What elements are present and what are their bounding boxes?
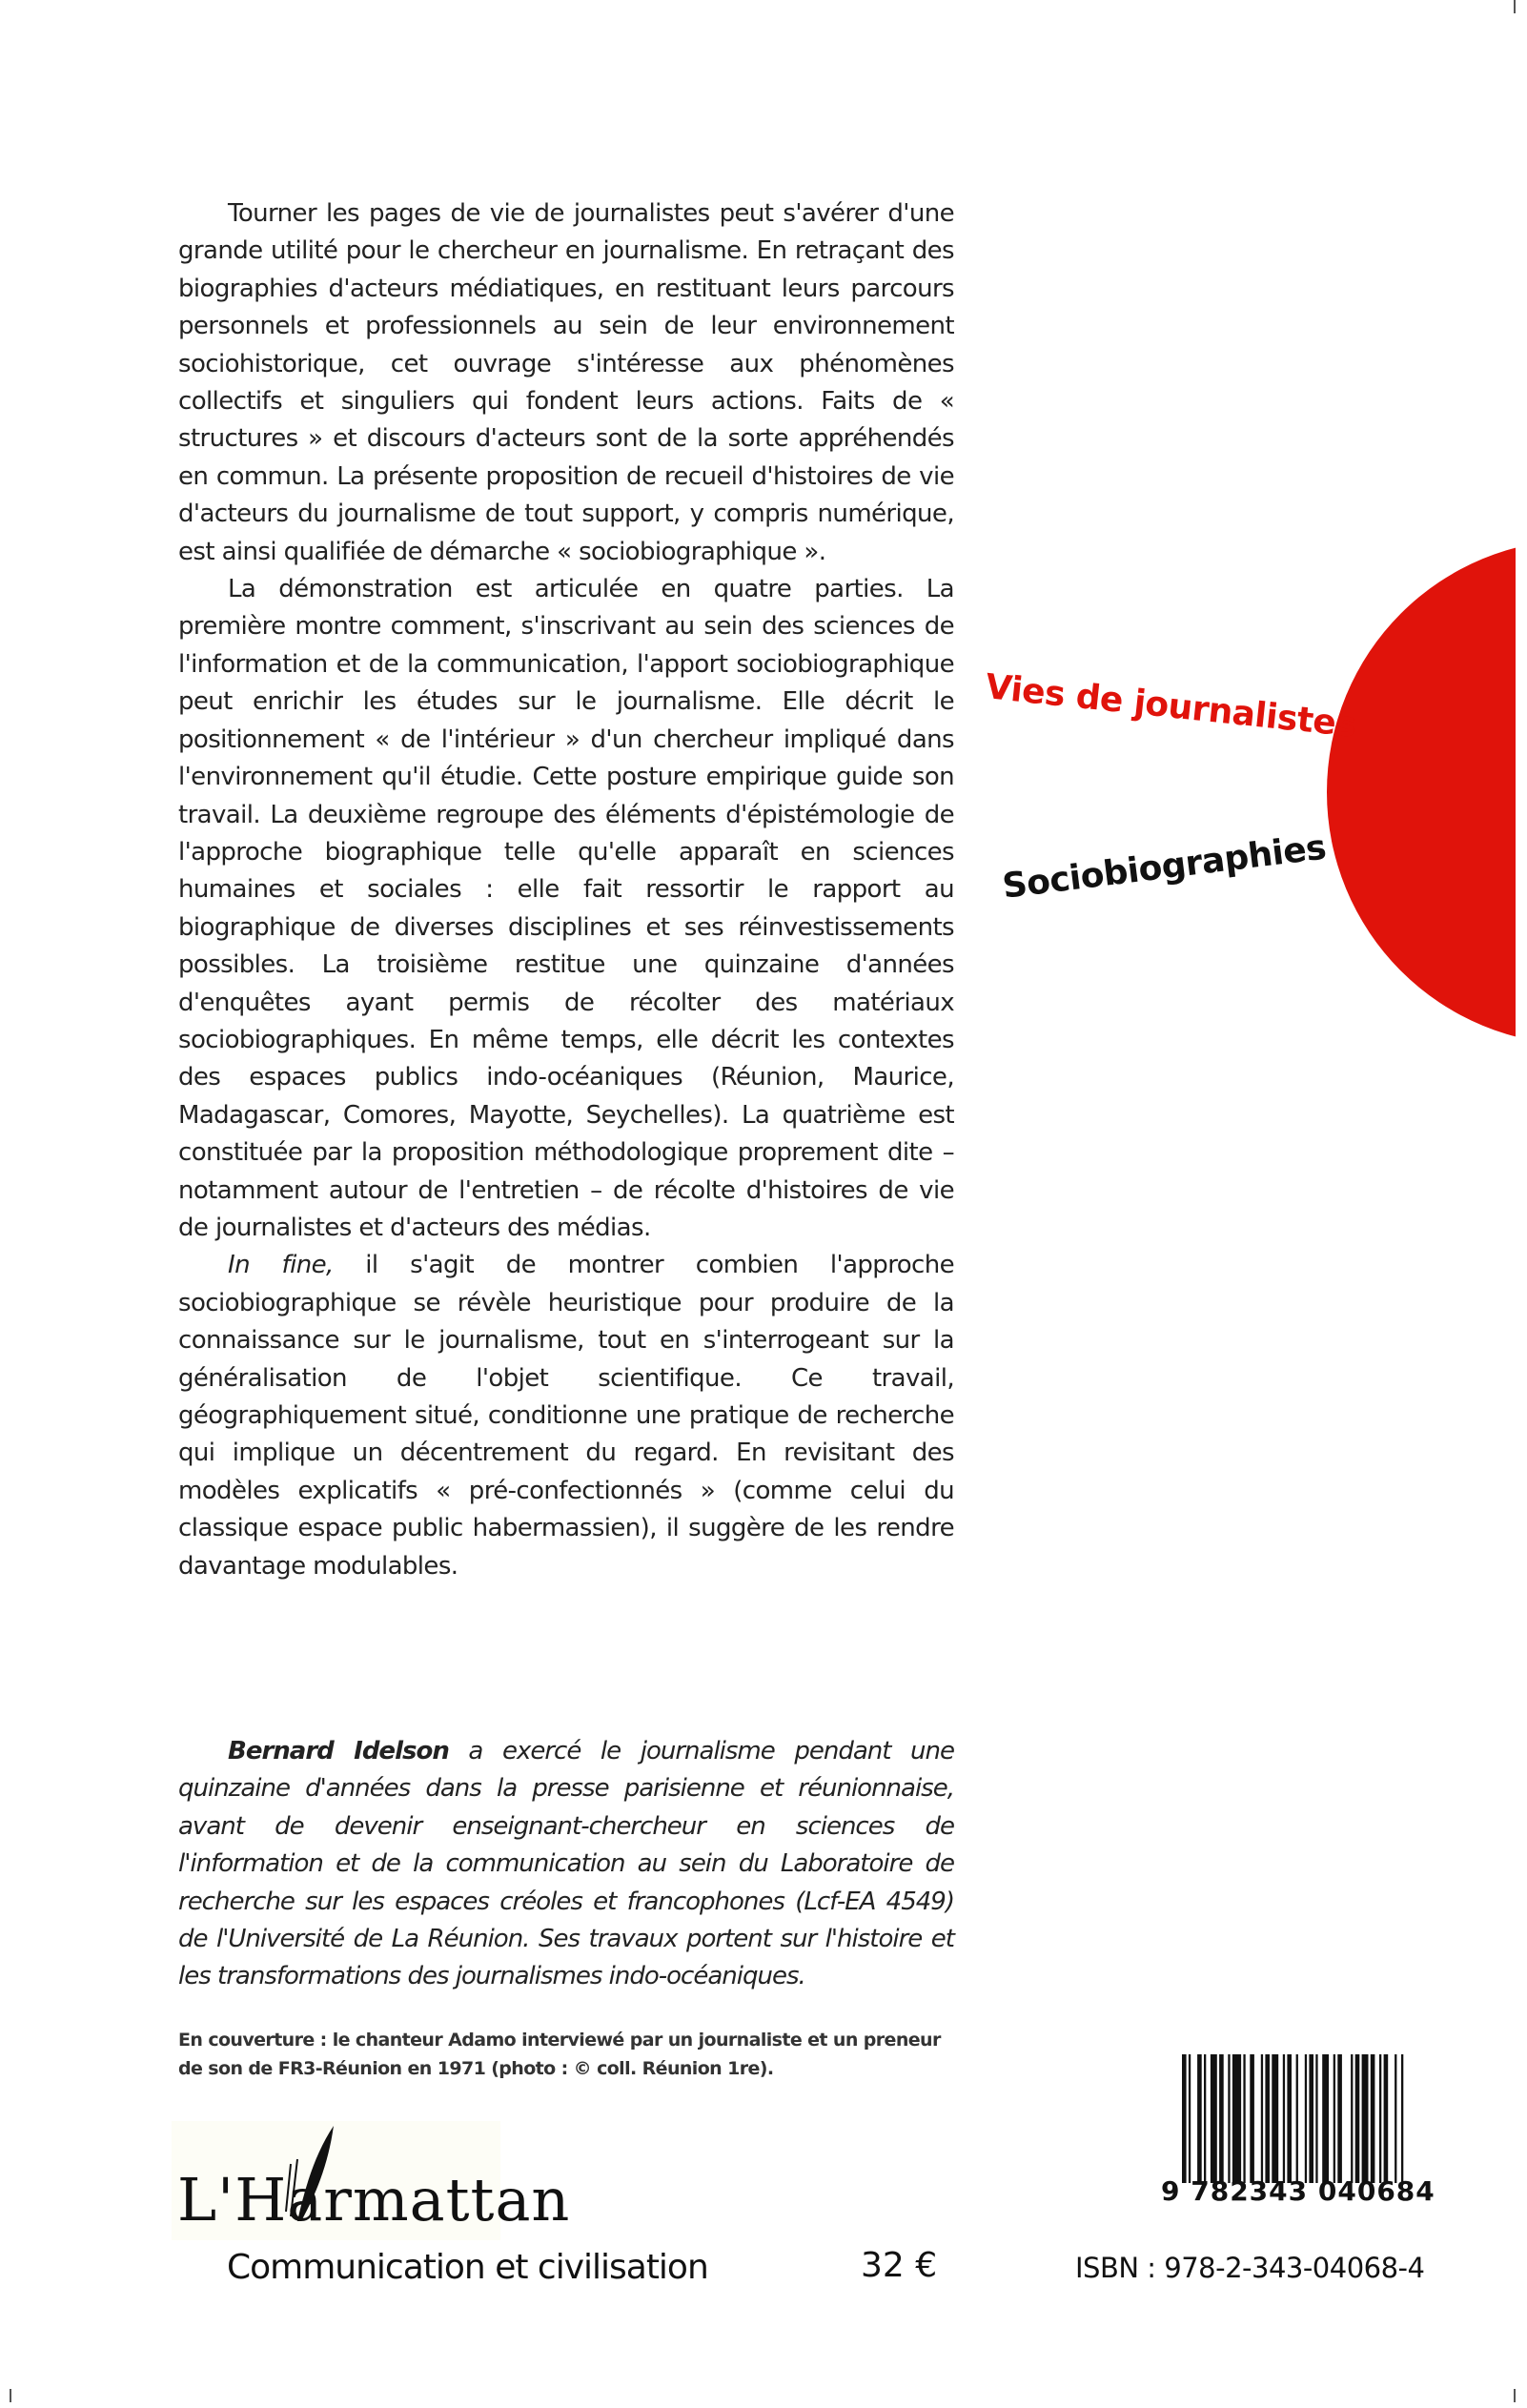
barcode-bar	[1379, 2054, 1381, 2183]
barcode-bar	[1305, 2054, 1307, 2183]
publisher-logo-text: L'Harmattan	[177, 2165, 571, 2235]
barcode-bar	[1211, 2054, 1217, 2183]
barcode-bar	[1283, 2054, 1285, 2183]
barcode-bar	[1296, 2054, 1298, 2183]
back-cover-blurb	[178, 195, 954, 1585]
barcode-bar	[1228, 2054, 1230, 2183]
barcode-bar	[1287, 2054, 1292, 2183]
book-subtitle: Sociobiographies	[1000, 827, 1329, 907]
blurb-italic-phrase: In fine,	[228, 1251, 334, 1280]
barcode-number: 9 782343 040684	[1161, 2175, 1435, 2207]
barcode-bar	[1334, 2054, 1335, 2183]
barcode-bar	[1265, 2054, 1270, 2183]
barcode-bar	[1315, 2054, 1317, 2183]
author-bio	[178, 1733, 954, 1996]
cover-photo-caption: En couverture : le chanteur Adamo interviewé par un journaliste et un preneur de son de FR3-Réunion en 1971 (photo : © coll. Réunion 1re).	[178, 2030, 941, 2079]
blurb-paragraph	[178, 1247, 954, 1585]
barcode-bar	[1371, 2054, 1375, 2183]
barcode-bar	[1189, 2054, 1191, 2183]
barcode-bar	[1243, 2054, 1245, 2183]
barcode-bar	[1351, 2054, 1353, 2183]
barcode	[1182, 2054, 1435, 2183]
series-name: Communication et civilisation	[227, 2248, 708, 2287]
blurb-paragraph: Tourner les pages de vie de journalistes peut s'avérer d'une grande utilité pour le chercheur en journalisme. En retraçant des biographies d'acteurs médiatiques, en restituant leurs parcours personnels et professionnels au sein de leur environnement sociohistorique, cet ouvrage s'intéresse aux phénomènes collectifs et singuliers qui fondent leurs actions. Faits de « structures » et discours d'acteurs sont de la sorte appréhendés en commun. La présente proposition de recueil d'histoires de vie d'acteurs du journalisme de tout support, y compris numérique, est ainsi qualifiée de démarche « sociobiographique ».	[178, 199, 954, 566]
barcode-bar	[1362, 2054, 1369, 2183]
barcode-bar	[1219, 2054, 1224, 2183]
blurb-paragraph: La démonstration est articulée en quatre parties. La première montre comment, s'inscrivant au sein des sciences de l'information et de la communication, l'apport sociobiographique peut enrichir les études sur le journalisme. Elle décrit le positionnement « de l'intérieur » d'un chercheur impliqué dans l'environnement qu'il étudie. Cette posture empirique guide son travail. La deuxième regroupe des éléments d'épistémologie de l'approche biographique telle qu'elle apparaît en sciences humaines et sociales : elle fait ressortir le rapport au biographique de diverses disciplines et ses réinvestissements possibles. La troisième restitue une quinzaine d'années d'enquêtes ayant permis de récolter des matériaux sociobiographiques. En même temps, elle décrit les contextes des espaces publics indo-océaniques (Réunion, Maurice, Madagascar, Comores, Mayotte, Seychelles). La quatrième est constituée par la proposition méthodologique proprement dite – notamment autour de l'entretien – de récolte d'histoires de vie de journalistes et d'acteurs des médias.	[178, 575, 954, 1242]
barcode-bar	[1401, 2054, 1403, 2183]
barcode-bar	[1395, 2054, 1396, 2183]
barcode-bar	[1182, 2054, 1187, 2183]
red-circle-decoration	[1327, 540, 1516, 1045]
barcode-bar	[1355, 2054, 1360, 2183]
barcode-bar	[1261, 2054, 1263, 2183]
barcode-bar	[1322, 2054, 1329, 2183]
blurb-text: il s'agit de montrer combien l'approche sociobiographique se révèle heuristique pour produire de la connaissance sur le journalisme, tout en s'interrogeant sur la généralisation de l'objet scientifique. Ce travail, géographiquement situé, conditionne une pratique de recherche qui implique un décentrement du regard. En revisitant des modèles explicatifs « pré-confectionnés » (comme celui du classique espace public habermassien), il suggère de les rendre davantage modulables.	[178, 1251, 954, 1581]
barcode-bar	[1197, 2054, 1202, 2183]
price: 32 €	[861, 2246, 938, 2285]
author-bio-text: a exercé le journalisme pendant une quinzaine d'années dans la presse parisienne et réunionnaise, avant de devenir enseignant-chercheur en sciences de l'information et de la communication au sein du Laboratoire de recherche sur les espaces créoles et francophones (Lcf-EA 4549) de l'Université de La Réunion. Ses travaux portent sur l'histoire et les transformations des journalismes indo-océaniques.	[178, 1737, 954, 1991]
author-bio-paragraph	[178, 1733, 954, 1996]
barcode-bar	[1309, 2054, 1313, 2183]
barcode-bar	[1232, 2054, 1241, 2183]
barcode-bar	[1204, 2054, 1206, 2183]
isbn: ISBN : 978-2-343-04068-4	[1075, 2252, 1425, 2284]
barcode-bar	[1384, 2054, 1389, 2183]
book-title: Vies de journalistes	[983, 667, 1358, 745]
barcode-bar	[1337, 2054, 1342, 2183]
author-name: Bernard Idelson	[228, 1737, 449, 1765]
barcode-bar	[1272, 2054, 1278, 2183]
publisher-logo	[172, 2121, 571, 2240]
barcode-bar	[1250, 2054, 1254, 2183]
